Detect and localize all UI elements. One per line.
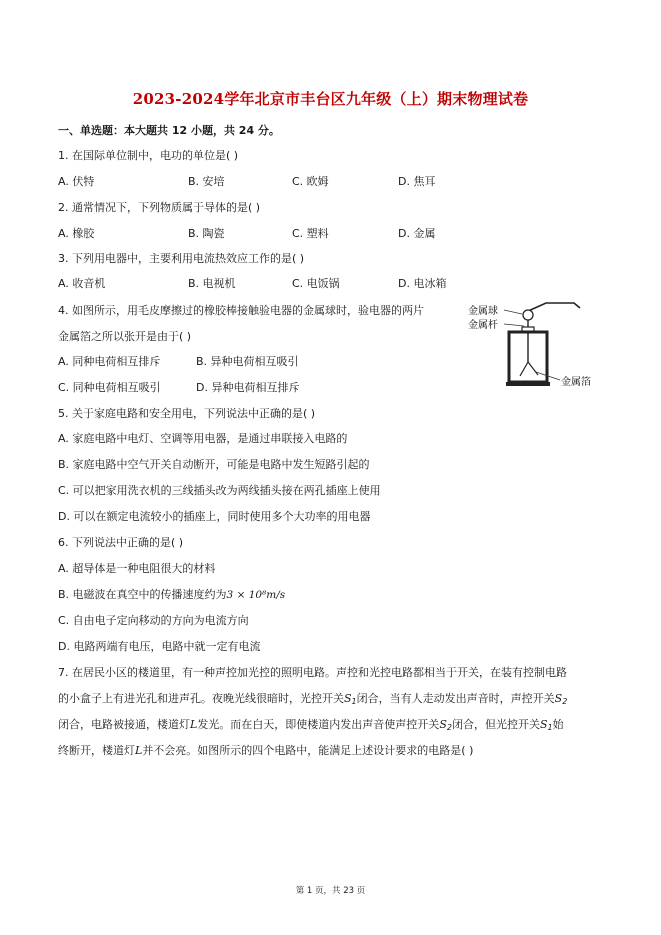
label-metal-rod: 金属杆	[468, 320, 498, 331]
question-6-option-b	[58, 588, 285, 602]
question-4-stem-line-2: 金属箔之所以张开是由于( )	[58, 330, 192, 343]
question-6-option-b-text: B. 电磁波在真空中的传播速度约为	[58, 588, 227, 601]
question-7-line-3	[58, 718, 564, 735]
question-5-option-a: A. 家庭电路中电灯、空调等用电器，是通过串联接入电路的	[58, 432, 348, 445]
metal-ball	[523, 310, 533, 320]
question-4-option-c: C. 同种电荷相互吸引	[58, 381, 161, 394]
switch-symbol: S	[344, 692, 352, 705]
question-1-option-c: C. 欧姆	[292, 175, 329, 188]
q7-text: 闭合，但光控开关	[451, 718, 540, 731]
question-7-line-4	[58, 744, 473, 758]
q7-text: 闭合，当有人走动发出声音时，声控开关	[356, 692, 555, 705]
question-2-option-c: C. 塑料	[292, 227, 329, 240]
question-5-option-b: B. 家庭电路中空气开关自动断开，可能是电路中发生短路引起的	[58, 458, 370, 471]
question-2-option-b: B. 陶瓷	[188, 227, 225, 240]
question-1-option-d: D. 焦耳	[398, 175, 436, 188]
q7-text: 发光。而在白天，即使楼道内发出声音使声控开关	[197, 718, 440, 731]
question-2-stem: 2. 通常情况下，下列物质属于导体的是( )	[58, 201, 261, 214]
switch-symbol: S	[554, 692, 563, 705]
q7-text: 的小盒子上有进光孔和进声孔。夜晚光线很暗时，光控开关	[58, 692, 344, 705]
subscript: 1	[351, 697, 357, 706]
question-3-stem: 3. 下列用电器中，主要利用电流热效应工作的是( )	[58, 252, 305, 265]
lamp-symbol: L	[190, 718, 198, 731]
pointer-ball	[504, 310, 522, 314]
subscript: 1	[547, 723, 553, 732]
metal-foil-left	[520, 362, 528, 376]
speed-of-light-value: 3 × 10⁸m/s	[226, 589, 286, 601]
question-5-option-c: C. 可以把家用洗衣机的三线插头改为两线插头接在两孔插座上使用	[58, 484, 381, 497]
question-4-option-d: D. 异种电荷相互排斥	[196, 381, 300, 394]
subscript: 2	[446, 723, 452, 732]
label-metal-ball: 金属球	[468, 306, 498, 317]
electroscope-figure	[466, 300, 606, 400]
question-3-option-c: C. 电饭锅	[292, 277, 340, 290]
question-5-option-d: D. 可以在额定电流较小的插座上，同时使用多个大功率的用电器	[58, 510, 371, 523]
question-1-option-b: B. 安培	[188, 175, 225, 188]
question-3-option-b: B. 电视机	[188, 277, 236, 290]
question-5-stem: 5. 关于家庭电路和安全用电，下列说法中正确的是( )	[58, 407, 316, 420]
question-3-option-a: A. 收音机	[58, 277, 106, 290]
page-footer: 第 1 页，共 23 页	[295, 886, 366, 896]
question-6-option-a: A. 超导体是一种电阻很大的材料	[58, 562, 216, 575]
label-metal-foil: 金属箔	[561, 377, 591, 388]
metal-foil-right	[528, 362, 538, 375]
switch-symbol: S	[439, 718, 447, 731]
page-title: 2023-2024学年北京市丰台区九年级（上）期末物理试卷	[132, 90, 529, 108]
question-4-option-a: A. 同种电荷相互排斥	[58, 355, 161, 368]
question-2-option-a: A. 橡胶	[58, 227, 95, 240]
question-3-option-d: D. 电冰箱	[398, 277, 447, 290]
switch-symbol: S	[539, 718, 548, 731]
base	[506, 382, 550, 386]
question-2-option-d: D. 金属	[398, 227, 436, 240]
question-7-line-1: 7. 在居民小区的楼道里，有一种声控加光控的照明电路。声控和光控电路都相当于开关，在装有控制电路	[58, 666, 567, 679]
question-1-option-a: A. 伏特	[58, 175, 95, 188]
q7-text: 闭合，电路被接通，楼道灯	[58, 718, 190, 731]
lamp-symbol: L	[135, 744, 143, 757]
question-1-stem: 1. 在国际单位制中，电功的单位是( )	[58, 149, 239, 162]
pointer-rod	[504, 324, 524, 326]
question-6-stem: 6. 下列说法中正确的是( )	[58, 536, 184, 549]
question-7-line-2	[58, 692, 567, 709]
rubber-rod	[526, 303, 580, 312]
q7-text: 终断开，楼道灯	[58, 744, 135, 757]
q7-text: 并不会亮。如图所示的四个电路中，能满足上述设计要求的电路是( )	[142, 744, 474, 757]
question-6-option-d: D. 电路两端有电压，电路中就一定有电流	[58, 640, 261, 653]
subscript: 2	[562, 697, 568, 706]
question-4-option-b: B. 异种电荷相互吸引	[196, 355, 299, 368]
section-heading: 一、单选题：本大题共 12 小题，共 24 分。	[58, 124, 280, 137]
question-6-option-c: C. 自由电子定向移动的方向为电流方向	[58, 614, 249, 627]
q7-text: 始	[552, 718, 564, 731]
question-4-stem-line-1: 4. 如图所示，用毛皮摩擦过的橡胶棒接触验电器的金属球时，验电器的两片	[58, 304, 424, 317]
